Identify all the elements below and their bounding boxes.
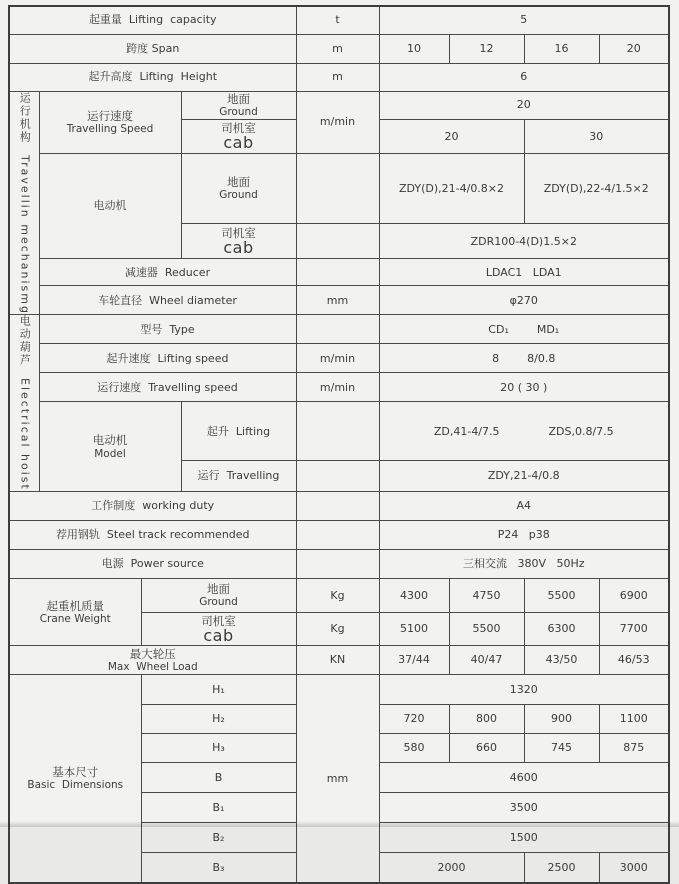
row-power-source — [9, 550, 669, 579]
dim-h2-value: 800 — [449, 705, 524, 734]
row-span — [9, 34, 669, 63]
table-body — [9, 6, 669, 883]
hoist-lifting-speed-label: 起升速度 Lifting speed — [39, 344, 296, 373]
reducer-unit — [296, 259, 379, 286]
row-steel-track — [9, 521, 669, 550]
travel-speed-ground-label-en: Travelling Speed — [66, 122, 154, 135]
crane-weight-ground-value: 4750 — [449, 579, 524, 613]
span-value: 16 — [524, 34, 599, 63]
max-wheel-load-unit: KN — [296, 646, 379, 675]
crane-weight-ground-sub — [141, 579, 296, 613]
dim-b3-value: 2000 — [379, 853, 524, 883]
steel-track-unit — [296, 521, 379, 550]
crane-weight-cab-unit: Kg — [296, 613, 379, 646]
crane-spec-table — [8, 5, 670, 884]
travel-motor-cab-sub-zh: 司机室 — [221, 225, 256, 240]
crane-weight-ground-value: 4300 — [379, 579, 449, 613]
dim-h1-sub: H₁ — [141, 675, 296, 705]
dim-b2-value: 1500 — [379, 823, 669, 853]
travel-motor-cab-sub — [181, 224, 296, 259]
dim-b2-sub: B₂ — [141, 823, 296, 853]
steel-track-value: P24 p38 — [379, 521, 669, 550]
wheel-diameter-value: φ270 — [379, 286, 669, 315]
row-travel-speed-ground — [9, 91, 669, 120]
hoist-type-unit — [296, 315, 379, 344]
crane-weight-ground-unit: Kg — [296, 579, 379, 613]
travel-motor-ground-label: 电动机 — [39, 154, 181, 259]
reducer-value: LDAC1 LDA1 — [379, 259, 669, 286]
row-reducer — [9, 259, 669, 286]
hoist-motor-travelling-sub: 运行 Travelling — [181, 461, 296, 492]
travel-motor-ground-sub — [181, 154, 296, 224]
crane-weight-ground-label-en: Crane Weight — [39, 612, 111, 625]
dim-h3-sub: H₃ — [141, 734, 296, 763]
power-source-label: 电源 Power source — [9, 550, 296, 579]
hoist-type-label: 型号 Type — [39, 315, 296, 344]
travel-motor-cab-unit — [296, 224, 379, 259]
dim-h1-unit: mm — [296, 675, 379, 883]
travel-speed-ground-sub-en: Ground — [219, 105, 258, 118]
span-unit: m — [296, 34, 379, 63]
max-wheel-load-value: 40/47 — [449, 646, 524, 675]
dim-b3-value: 2500 — [524, 853, 599, 883]
crane-weight-ground-label-zh: 起重机质量 — [46, 598, 104, 613]
working-duty-value: A4 — [379, 492, 669, 521]
lifting-height-value: 6 — [379, 63, 669, 91]
hoist-motor-lifting-label-en: Model — [94, 447, 126, 460]
dim-h2-sub: H₂ — [141, 705, 296, 734]
travel-speed-ground-section-vertical-text: 运行机构 Travellin mechanismg — [18, 91, 32, 315]
dim-h3-value: 875 — [599, 734, 669, 763]
hoist-type-value: CD₁ MD₁ — [379, 315, 669, 344]
travel-motor-ground-sub-zh: 地面 — [227, 174, 250, 189]
lifting-height-label: 起升高度 Lifting Height — [9, 63, 296, 91]
hoist-motor-lifting-value: ZD,41-4/7.5 ZDS,0.8/7.5 — [379, 402, 669, 461]
hoist-motor-travelling-unit — [296, 461, 379, 492]
row-hoist-motor-lifting — [9, 402, 669, 461]
dim-b3-value: 3000 — [599, 853, 669, 883]
crane-weight-ground-sub-en: Ground — [199, 596, 238, 609]
row-crane-weight-ground — [9, 579, 669, 613]
travel-speed-ground-label — [39, 91, 181, 154]
travel-motor-cab-sub-en: cab — [223, 238, 254, 258]
travel-speed-ground-unit: m/min — [296, 91, 379, 154]
dim-h2-value: 720 — [379, 705, 449, 734]
travel-speed-ground-sub — [181, 91, 296, 120]
row-working-duty — [9, 492, 669, 521]
lifting-capacity-value: 5 — [379, 6, 669, 34]
hoist-lifting-speed-unit: m/min — [296, 344, 379, 373]
hoist-type-section — [9, 315, 39, 492]
dim-b-value: 4600 — [379, 763, 669, 793]
crane-weight-ground-sub-zh: 地面 — [207, 582, 230, 597]
reducer-label: 减速器 Reducer — [39, 259, 296, 286]
row-hoist-lifting-speed — [9, 344, 669, 373]
dim-b-sub: B — [141, 763, 296, 793]
dim-h1-value: 1320 — [379, 675, 669, 705]
span-value: 10 — [379, 34, 449, 63]
working-duty-unit — [296, 492, 379, 521]
travel-speed-ground-section — [9, 91, 39, 315]
crane-weight-ground-value: 6900 — [599, 579, 669, 613]
hoist-travelling-speed-unit: m/min — [296, 373, 379, 402]
dim-h1-label — [9, 675, 141, 883]
crane-weight-cab-sub-zh: 司机室 — [201, 613, 236, 628]
hoist-travelling-speed-label: 运行速度 Travelling speed — [39, 373, 296, 402]
crane-weight-ground-value: 5500 — [524, 579, 599, 613]
dim-b1-value: 3500 — [379, 793, 669, 823]
lifting-height-unit: m — [296, 63, 379, 91]
dim-h1-label-en: Basic Dimensions — [27, 779, 124, 792]
row-hoist-travelling-speed — [9, 373, 669, 402]
crane-weight-cab-value: 5100 — [379, 613, 449, 646]
span-value: 12 — [449, 34, 524, 63]
max-wheel-load-value: 43/50 — [524, 646, 599, 675]
travel-speed-cab-sub — [181, 120, 296, 154]
travel-speed-cab-value: 30 — [524, 120, 669, 154]
travel-speed-ground-label-zh: 运行速度 — [87, 108, 133, 123]
hoist-motor-travelling-value: ZDY,21-4/0.8 — [379, 461, 669, 492]
max-wheel-load-label-en: Max Wheel Load — [107, 660, 198, 673]
hoist-motor-lifting-unit — [296, 402, 379, 461]
travel-motor-ground-value: ZDY(D),22-4/1.5×2 — [524, 154, 669, 224]
travel-speed-ground-sub-zh: 地面 — [227, 91, 250, 106]
power-source-unit — [296, 550, 379, 579]
dim-h2-value: 1100 — [599, 705, 669, 734]
span-value: 20 — [599, 34, 669, 63]
crane-weight-cab-sub — [141, 613, 296, 646]
steel-track-label: 荐用钢轨 Steel track recommended — [9, 521, 296, 550]
travel-speed-cab-sub-zh: 司机室 — [221, 120, 256, 135]
dim-b3-sub: B₃ — [141, 853, 296, 883]
hoist-lifting-speed-value: 8 8/0.8 — [379, 344, 669, 373]
span-label: 跨度 Span — [9, 34, 296, 63]
lifting-capacity-label: 起重量 Lifting capacity — [9, 6, 296, 34]
dim-h3-value: 745 — [524, 734, 599, 763]
crane-weight-cab-sub-en: cab — [203, 626, 234, 646]
hoist-type-section-vertical-text: 电动葫芦 Electrical hoist — [18, 315, 32, 492]
hoist-travelling-speed-value: 20 ( 30 ) — [379, 373, 669, 402]
crane-weight-cab-value: 5500 — [449, 613, 524, 646]
max-wheel-load-label-zh: 最大轮压 — [129, 646, 176, 661]
dim-b1-sub: B₁ — [141, 793, 296, 823]
crane-weight-cab-value: 6300 — [524, 613, 599, 646]
row-max-wheel-load — [9, 646, 669, 675]
hoist-motor-lifting-sub: 起升 Lifting — [181, 402, 296, 461]
travel-motor-cab-value: ZDR100-4(D)1.5×2 — [379, 224, 669, 259]
crane-weight-ground-label — [9, 579, 141, 646]
working-duty-label: 工作制度 working duty — [9, 492, 296, 521]
row-lifting-capacity — [9, 6, 669, 34]
travel-motor-ground-value: ZDY(D),21-4/0.8×2 — [379, 154, 524, 224]
power-source-value: 三相交流 380V 50Hz — [379, 550, 669, 579]
wheel-diameter-label: 车轮直径 Wheel diameter — [39, 286, 296, 315]
travel-speed-ground-value: 20 — [379, 91, 669, 120]
row-wheel-diameter — [9, 286, 669, 315]
row-dim-h1 — [9, 675, 669, 705]
dim-h1-label-zh: 基本尺寸 — [52, 764, 99, 779]
crane-weight-cab-value: 7700 — [599, 613, 669, 646]
hoist-motor-lifting-label-zh: 电动机 — [92, 433, 128, 448]
row-travel-motor-ground — [9, 154, 669, 224]
travel-motor-ground-unit — [296, 154, 379, 224]
dim-h3-value: 660 — [449, 734, 524, 763]
dim-h3-value: 580 — [379, 734, 449, 763]
max-wheel-load-value: 37/44 — [379, 646, 449, 675]
travel-motor-ground-sub-en: Ground — [219, 189, 258, 202]
travel-speed-cab-sub-en: cab — [223, 133, 254, 153]
max-wheel-load-value: 46/53 — [599, 646, 669, 675]
wheel-diameter-unit: mm — [296, 286, 379, 315]
lifting-capacity-unit: t — [296, 6, 379, 34]
dim-h2-value: 900 — [524, 705, 599, 734]
travel-speed-cab-value: 20 — [379, 120, 524, 154]
hoist-motor-lifting-label — [39, 402, 181, 492]
scan-edge-shadow — [0, 821, 679, 827]
row-lifting-height — [9, 63, 669, 91]
row-hoist-type — [9, 315, 669, 344]
max-wheel-load-label — [9, 646, 296, 675]
